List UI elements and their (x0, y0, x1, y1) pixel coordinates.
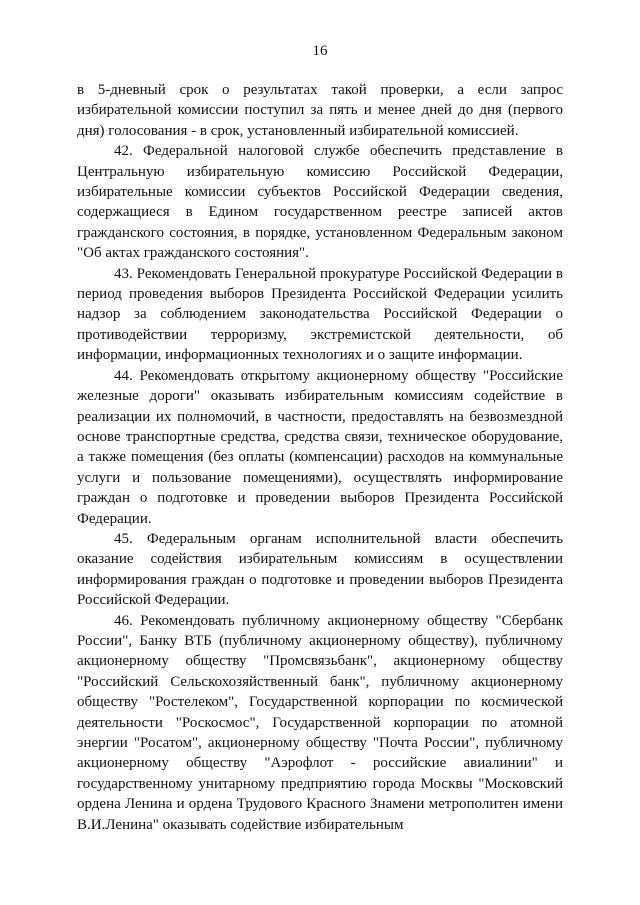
paragraph-item-45: 45. Федеральным органам исполнительной власти обеспечить оказание содействия избирательным комиссиям в осуществлении информирования граждан о подготовке и проведении выборов Президента Российской Федерации. (77, 530, 563, 609)
page-number: 16 (312, 43, 328, 59)
paragraph-item-44: 44. Рекомендовать открытому акционерному обществу "Российские железные дороги" оказывать избирательным комиссиям содействие в реализации их полномочий, в частности, предоставлять на безвозмездной основе транспортные средства, средства связи, техническое оборудование, а также помещения (без оплаты (компенсации) расходов на коммунальные услуги и пользование помещениями), осуществлять информирование граждан о подготовке и проведении выборов Президента Российской Федерации. (77, 367, 563, 527)
document-body (77, 80, 563, 835)
paragraph-item-42: 42. Федеральной налоговой службе обеспечить представление в Центральную избирательную комиссию Российской Федерации, избирательные комиссии субъектов Российской Федерации сведения, содержащиеся в Едином государственном реестре записей актов гражданского состояния, в порядке, установленном Федеральным законом "Об актах гражданского состояния". (77, 143, 563, 262)
paragraph-item-46: 46. Рекомендовать публичному акционерному обществу "Сбербанк России", Банку ВТБ (публичному акционерному обществу), публичному акционерному обществу "Промсвязьбанк", акционерному обществу "Российский Сельскохозяйственный банк", публичному акционерному обществу "Ростелеком", Государственной корпорации по космической деятельности "Роскосмос", Государственной корпорации по атомной энергии "Росатом", акционерному обществу "Почта России", публичному акционерному обществу "Аэрофлот - российские авиалинии" и государственному унитарному предприятию города Москвы "Московский ордена Ленина и ордена Трудового Красного Знамени метрополитен имени В.И.Ленина" оказывать содействие избирательным (77, 612, 563, 833)
paragraph-continuation: в 5-дневный срок о результатах такой проверки, а если запрос избирательной комиссии поступил за пять и менее дней до дня (первого дня) голосования - в срок, установленный избирательной комиссией. (77, 82, 563, 139)
paragraph-item-43: 43. Рекомендовать Генеральной прокуратуре Российской Федерации в период проведения выборов Президента Российской Федерации усилить надзор за соблюдением законодательства Российской Федерации о противодействии терроризму, экстремистской деятельности, об информации, информационных технологиях и о защите информации. (77, 265, 563, 364)
